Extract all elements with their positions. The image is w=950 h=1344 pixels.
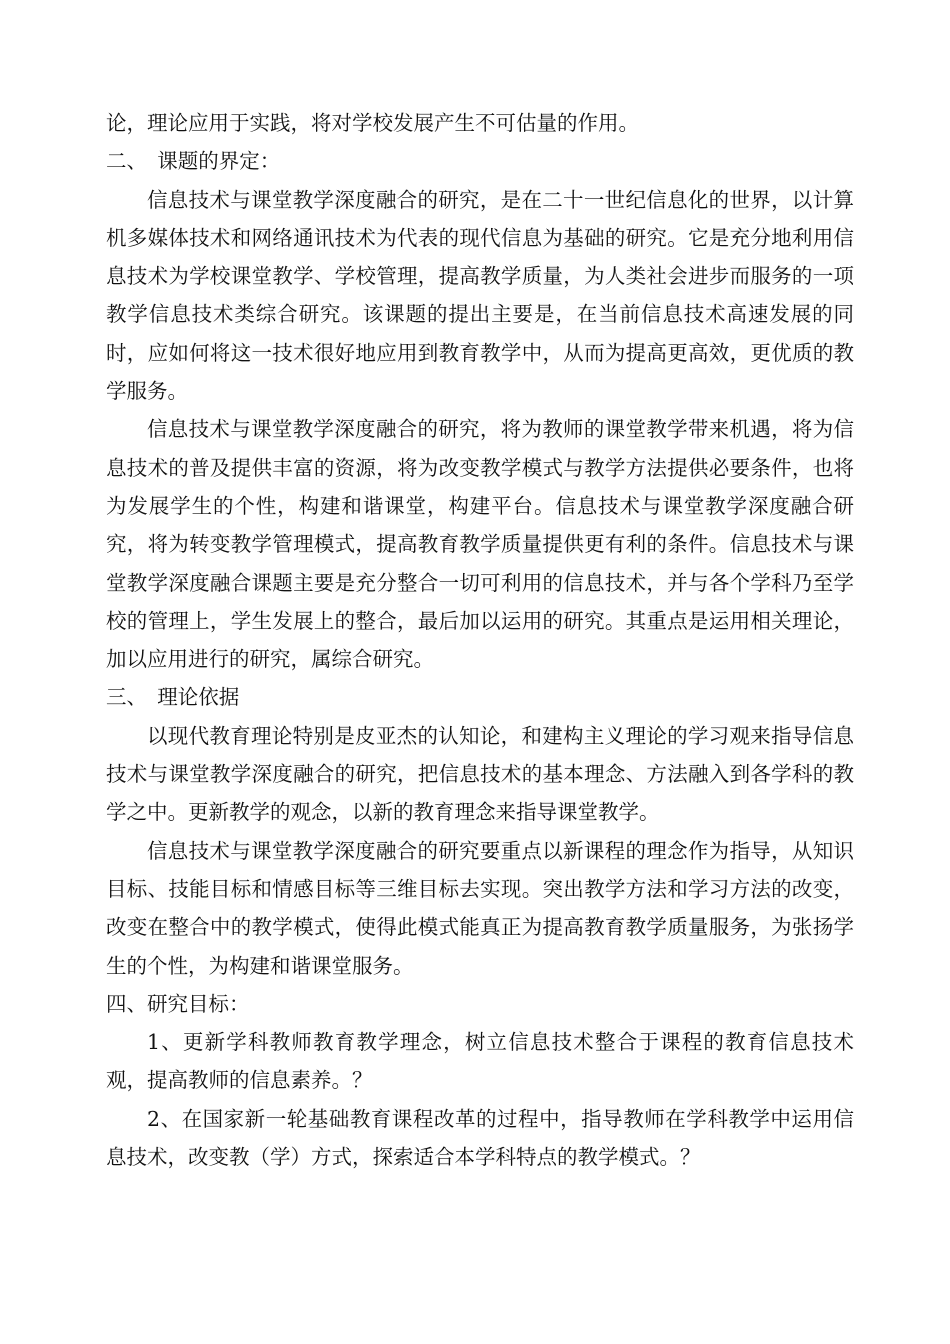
paragraph-continuation: 论，理论应用于实践，将对学校发展产生不可估量的作用。 [106,111,639,135]
section-heading-theory: 三、 理论依据 [106,685,240,710]
paragraph-theory-2: 信息技术与课堂教学深度融合的研究要重点以新课程的理念作为指导，从知识目标、技能目标和情感目标等三维目标去实现。突出教学方法和学习方法的改变，改变在整合中的教学模式，使得此模式能真正为提高教育教学质量服务，为张扬学生的个性，为构建和谐课堂服务。 [106,838,854,978]
section-heading-definition: 二、 课题的界定： [106,149,281,174]
paragraph-definition-2: 信息技术与课堂教学深度融合的研究，将为教师的课堂教学带来机遇，将为信息技术的普及提供丰富的资源，将为改变教学模式与教学方法提供必要条件，也将为发展学生的个性，构建和谐课堂，构建平台。信息技术与课堂教学深度融合研究，将为转变教学管理模式，提高教育教学质量提供更有利的条件。信息技术与课堂教学深度融合课题主要是充分整合一切可利用的信息技术，并与各个学科乃至学校的管理上，学生发展上的整合，最后加以运用的研究。其重点是运用相关理论，加以应用进行的研究，属综合研究。 [106,417,854,672]
section-heading-goals: 四、研究目标： [106,991,250,1016]
paragraph-theory-1: 以现代教育理论特别是皮亚杰的认知论，和建构主义理论的学习观来指导信息技术与课堂教学深度融合的研究，把信息技术的基本理念、方法融入到各学科的教学之中。更新教学的观念，以新的教育理念来指导课堂教学。 [106,723,854,825]
paragraph-definition-1: 信息技术与课堂教学深度融合的研究，是在二十一世纪信息化的世界，以计算机多媒体技术和网络通讯技术为代表的现代信息为基础的研究。它是充分地利用信息技术为学校课堂教学、学校管理，提高教学质量，为人类社会进步而服务的一项教学信息技术类综合研究。该课题的提出主要是，在当前信息技术高速发展的同时，应如何将这一技术很好地应用到教育教学中，从而为提高更高效，更优质的教学服务。 [106,187,854,404]
paragraph-goal-1: 1、更新学科教师教育教学理念，树立信息技术整合于课程的教育信息技术观，提高教师的信息素养。？ [106,1030,854,1093]
paragraph-goal-2: 2、在国家新一轮基础教育课程改革的过程中，指导教师在学科教学中运用信息技术，改变教（学）方式，探索适合本学科特点的教学模式。？ [106,1106,854,1170]
document-body [106,104,854,1176]
